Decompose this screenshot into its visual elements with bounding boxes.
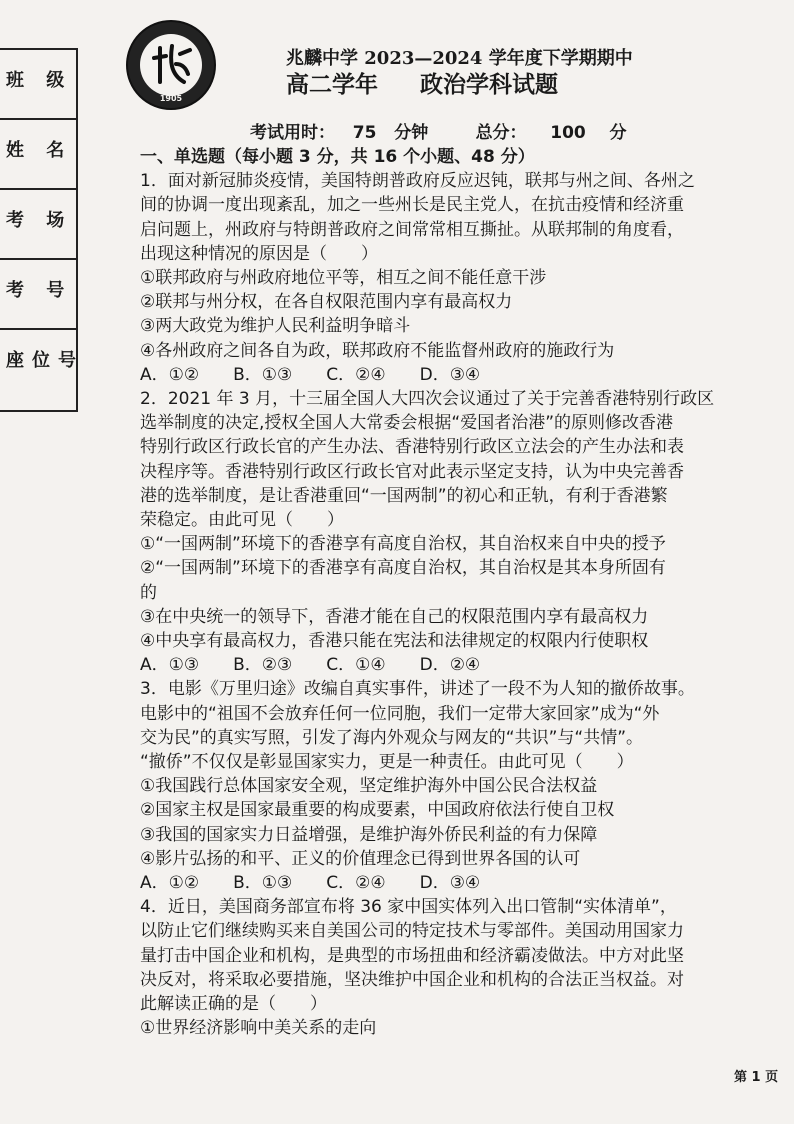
- text-line: ④各州政府之间各自为政，联邦政府不能监督州政府的施政行为: [140, 341, 615, 361]
- text-line: ①联邦政府与州政府地位平等，相互之间不能任意干涉: [140, 268, 547, 288]
- text-line: 交为民”的真实写照，引发了海内外观众与网友的“共识”与“共情”。: [140, 728, 644, 748]
- page-number: 第 1 页: [734, 1070, 779, 1085]
- text-line: 以防止它们继续购买来自美国公司的特定技术与零部件。美国动用国家力: [140, 921, 684, 941]
- text-line: 3．电影《万里归途》改编自真实事件，讲述了一段不为人知的撤侨故事。: [140, 679, 695, 699]
- student-info-row: [0, 188, 76, 190]
- text-line: A．①② B．①③ C．②④ D．③④: [140, 873, 481, 893]
- student-info-row: [0, 48, 76, 50]
- logo-year: 1905: [159, 94, 183, 103]
- text-line: ③两大政党为维护人民利益明争暗斗: [140, 316, 411, 336]
- time-label: 考试用时：: [250, 123, 335, 143]
- text-line: 4．近日，美国商务部宣布将 36 家中国实体列入出口管制“实体清单”，: [140, 897, 677, 917]
- text-line: 荣稳定。由此可见（ ）: [140, 510, 344, 530]
- text-line: 决程序等。香港特别行政区行政长官对此表示坚定支持，认为中央完善香: [140, 462, 684, 482]
- student-info-label: 姓 名: [6, 140, 73, 161]
- text-line: ③在中央统一的领导下，香港才能在自己的权限范围内享有最高权力: [140, 607, 649, 627]
- exam-meta: [250, 118, 626, 143]
- score-label: 总分：: [475, 123, 527, 143]
- exam-grade: 高二学年: [286, 71, 378, 98]
- logo-emblem-icon: [140, 34, 202, 96]
- text-line: 电影中的“祖国不会放弃任何一位同胞，我们一定带大家回家”成为“外: [140, 704, 660, 724]
- time-unit: 分钟: [394, 123, 429, 143]
- text-line: 间的协调一度出现紊乱，加之一些州长是民主党人，在抗击疫情和经济重: [140, 195, 684, 215]
- student-info-label: 考 场: [6, 210, 73, 231]
- text-line: 启问题上，州政府与特朗普政府之间常常相互撕扯。从联邦制的角度看，: [140, 220, 684, 240]
- text-line: 决反对，将采取必要措施，坚决维护中国企业和机构的合法正当权益。对: [140, 970, 684, 990]
- text-line: “撤侨”不仅仅是彰显国家实力，更是一种责任。由此可见（ ）: [140, 752, 634, 772]
- text-line: ①“一国两制”环境下的香港享有高度自治权，其自治权来自中央的授予: [140, 534, 666, 554]
- text-line: ②联邦与州分权，在各自权限范围内享有最高权力: [140, 292, 513, 312]
- text-line: 选举制度的决定,授权全国人大常委会根据“爱国者治港”的原则修改香港: [140, 413, 674, 433]
- text-line: ③我国的国家实力日益增强，是维护海外侨民利益的有力保障: [140, 825, 598, 845]
- text-line: ①世界经济影响中美关系的走向: [140, 1018, 377, 1038]
- section-heading: 一、单选题（每小题 3 分，共 16 个小题、48 分）: [140, 147, 535, 167]
- student-info-label: 座位号: [6, 350, 84, 371]
- text-line: ②国家主权是国家最重要的构成要素，中国政府依法行使自卫权: [140, 800, 615, 820]
- student-info-label: 班 级: [6, 70, 73, 91]
- exam-title: [286, 66, 558, 99]
- text-line: 的: [140, 583, 157, 603]
- text-line: 1．面对新冠肺炎疫情，美国特朗普政府反应迟钝，联邦与州之间、各州之: [140, 171, 695, 191]
- student-info-row: [0, 328, 76, 330]
- text-line: 出现这种情况的原因是（ ）: [140, 244, 378, 264]
- text-line: ④中央享有最高权力，香港只能在宪法和法律规定的权限内行使职权: [140, 631, 649, 651]
- school-logo: [126, 20, 216, 110]
- text-line: 2．2021 年 3 月，十三届全国人大四次会议通过了关于完善香港特别行政区: [140, 389, 715, 409]
- exam-school-line: 兆麟中学 2023—2024 学年度下学期期中: [286, 48, 633, 69]
- time-value: 75: [352, 123, 377, 143]
- text-line: A．①② B．①③ C．②④ D．③④: [140, 365, 481, 385]
- exam-subject: 政治学科试题: [420, 71, 558, 98]
- text-line: 特别行政区行政长官的产生办法、香港特别行政区立法会的产生办法和表: [140, 437, 684, 457]
- student-info-row: [0, 118, 76, 120]
- text-line: ①我国践行总体国家安全观，坚定维护海外中国公民合法权益: [140, 776, 598, 796]
- logo-emblem: [140, 34, 202, 96]
- text-line: 此解读正确的是（ ）: [140, 994, 327, 1014]
- student-info-row: [0, 258, 76, 260]
- text-line: A．①③ B．②③ C．①④ D．②④: [140, 655, 481, 675]
- score-value: 100: [550, 123, 586, 143]
- text-line: 量打击中国企业和机构，是典型的市场扭曲和经济霸凌做法。中方对此坚: [140, 946, 684, 966]
- text-line: 港的选举制度，是让香港重回“一国两制”的初心和正轨，有利于香港繁: [140, 486, 668, 506]
- score-unit: 分: [609, 123, 627, 143]
- text-line: ④影片弘扬的和平、正义的价值理念已得到世界各国的认可: [140, 849, 581, 869]
- student-info-box: [0, 48, 84, 412]
- text-line: ②“一国两制”环境下的香港享有高度自治权，其自治权是其本身所固有: [140, 558, 666, 578]
- student-info-label: 考 号: [6, 280, 73, 301]
